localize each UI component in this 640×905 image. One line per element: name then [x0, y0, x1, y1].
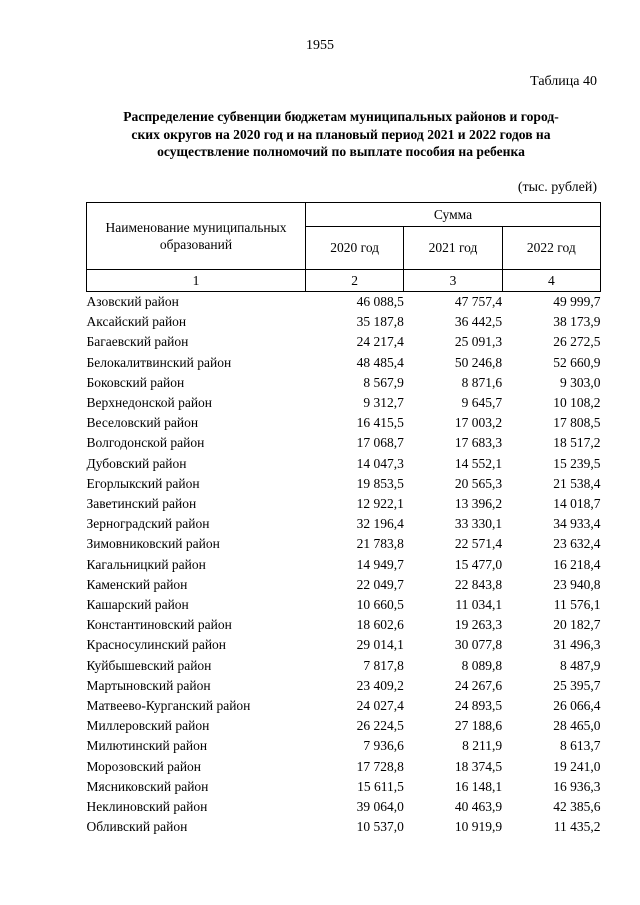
amount-2020: 14 047,3: [356, 455, 404, 471]
table-row: [87, 474, 601, 494]
amount-2020: 23 409,2: [356, 677, 404, 693]
amount-2021: 18 374,5: [454, 758, 503, 774]
column-header-year-2022: 2022 год: [502, 227, 600, 270]
municipality-name: Волгодонской район: [86, 435, 205, 451]
table-row: [87, 797, 601, 817]
subvention-table: [86, 202, 601, 837]
amount-2022: 42 385,6: [553, 799, 601, 815]
municipality-name: Мясниковский район: [86, 778, 209, 794]
amount-2021: 19 263,3: [454, 617, 503, 633]
amount-2022: 20 182,7: [553, 617, 601, 633]
table-row: [87, 514, 601, 534]
amount-2022: 23 940,8: [553, 576, 601, 592]
amount-2020: 17 068,7: [356, 435, 404, 451]
amount-2021: 33 330,1: [454, 516, 503, 532]
amount-2020: 14 949,7: [356, 556, 404, 572]
title-line: Распределение субвенции бюджетам муниципальных районов и город-: [123, 109, 559, 124]
table-row: [87, 353, 601, 373]
municipality-name: Обливский район: [86, 819, 188, 835]
amount-2021: 11 034,1: [455, 597, 503, 613]
municipality-name: Аксайский район: [86, 314, 187, 330]
amount-2022: 18 517,2: [553, 435, 601, 451]
amount-2022: 26 272,5: [553, 334, 601, 350]
municipality-name: Мартыновский район: [86, 677, 211, 693]
amount-2020: 22 049,7: [356, 576, 404, 592]
amount-2020: 9 312,7: [363, 395, 404, 411]
amount-2022: 10 108,2: [553, 395, 601, 411]
table-row: [87, 312, 601, 332]
amount-2021: 10 919,9: [454, 819, 503, 835]
amount-2021: 20 565,3: [454, 475, 503, 491]
amount-2021: 47 757,4: [454, 294, 503, 309]
amount-2020: 21 783,8: [356, 536, 404, 552]
amount-2021: 8 089,8: [461, 657, 503, 673]
amount-2022: 9 303,0: [560, 374, 601, 390]
amount-2022: 15 239,5: [553, 455, 601, 471]
table-row: [87, 696, 601, 716]
amount-2022: 11 435,2: [553, 819, 601, 835]
amount-2022: 25 395,7: [553, 677, 601, 693]
amount-2021: 14 552,1: [454, 455, 503, 471]
amount-2021: 40 463,9: [454, 799, 503, 815]
municipality-name: Миллеровский район: [86, 718, 210, 734]
table-row: [87, 676, 601, 696]
amount-2020: 29 014,1: [356, 637, 404, 653]
amount-2020: 35 187,8: [356, 314, 404, 330]
amount-2022: 52 660,9: [553, 354, 601, 370]
amount-2022: 49 999,7: [553, 294, 601, 309]
amount-2022: 23 632,4: [553, 536, 601, 552]
amount-2021: 16 148,1: [454, 778, 503, 794]
column-index: 2: [306, 270, 404, 292]
table-row: [87, 292, 601, 313]
municipality-name: Верхнедонской район: [86, 395, 213, 411]
municipality-name: Милютинский район: [86, 738, 208, 754]
document-title: [80, 108, 602, 161]
amount-2022: 8 613,7: [560, 738, 601, 754]
amount-2020: 16 415,5: [356, 415, 404, 431]
amount-2020: 46 088,5: [356, 294, 404, 309]
amount-2020: 19 853,5: [356, 475, 404, 491]
amount-2022: 19 241,0: [553, 758, 601, 774]
units-label: (тыс. рублей): [517, 180, 597, 195]
municipality-name: Зимовниковский район: [86, 536, 220, 552]
table-row: [87, 595, 601, 615]
table-row: [87, 454, 601, 474]
table-row: [87, 615, 601, 635]
amount-2021: 27 188,6: [454, 718, 503, 734]
amount-2021: 15 477,0: [454, 556, 503, 572]
amount-2020: 32 196,4: [356, 516, 404, 532]
municipality-name: Белокалитвинский район: [86, 354, 232, 370]
amount-2020: 15 611,5: [357, 778, 404, 794]
amount-2020: 10 537,0: [356, 819, 404, 835]
municipality-name: Матвеево-Курганский район: [86, 698, 251, 714]
table-row: [87, 393, 601, 413]
amount-2022: 16 218,4: [553, 556, 601, 572]
table-row: [87, 635, 601, 655]
amount-2021: 8 211,9: [462, 738, 503, 754]
amount-2020: 10 660,5: [356, 597, 404, 613]
amount-2021: 25 091,3: [454, 334, 503, 350]
column-index: 1: [87, 270, 306, 292]
municipality-name: Азовский район: [86, 294, 179, 309]
amount-2021: 22 571,4: [454, 536, 503, 552]
municipality-name: Заветинский район: [86, 496, 197, 512]
table-row: [87, 433, 601, 453]
page-number: 1955: [306, 38, 334, 53]
municipality-name: Красносулинский район: [86, 637, 227, 653]
table-row: [87, 757, 601, 777]
amount-2020: 7 936,6: [363, 738, 404, 754]
amount-2021: 22 843,8: [454, 576, 503, 592]
amount-2020: 8 567,9: [363, 374, 404, 390]
amount-2020: 12 922,1: [356, 496, 404, 512]
table-row: [87, 413, 601, 433]
table-row: [87, 656, 601, 676]
table-row: [87, 494, 601, 514]
municipality-name: Каменский район: [86, 576, 188, 592]
column-header-year-2021: 2021 год: [404, 227, 502, 270]
municipality-name: Морозовский район: [86, 758, 202, 774]
amount-2020: 24 217,4: [356, 334, 404, 350]
amount-2021: 8 871,6: [461, 374, 503, 390]
amount-2021: 36 442,5: [454, 314, 503, 330]
amount-2022: 34 933,4: [553, 516, 601, 532]
amount-2020: 17 728,8: [356, 758, 404, 774]
amount-2021: 30 077,8: [454, 637, 503, 653]
municipality-name: Багаевский район: [86, 334, 189, 350]
municipality-name: Константиновский район: [86, 617, 232, 633]
title-line: ских округов на 2020 год и на плановый период 2021 и 2022 годов на: [131, 126, 551, 142]
table-row: [87, 736, 601, 756]
table-body: [87, 292, 601, 838]
amount-2022: 11 576,1: [553, 597, 601, 613]
amount-2022: 28 465,0: [553, 718, 601, 734]
column-index: 4: [502, 270, 600, 292]
amount-2021: 9 645,7: [461, 395, 503, 411]
column-index: 3: [404, 270, 502, 292]
table-row: [87, 716, 601, 736]
municipality-name: Кагальницкий район: [86, 556, 206, 572]
municipality-name: Веселовский район: [86, 415, 199, 431]
table-number: Таблица 40: [530, 74, 597, 89]
table-row: [87, 555, 601, 575]
amount-2022: 38 173,9: [553, 314, 601, 330]
municipality-name: Боковский район: [86, 374, 185, 390]
municipality-name: Зерноградский район: [86, 516, 210, 532]
amount-2020: 48 485,4: [356, 354, 404, 370]
table-header: [87, 203, 601, 292]
amount-2021: 17 683,3: [454, 435, 503, 451]
table-row: [87, 575, 601, 595]
amount-2022: 31 496,3: [553, 637, 601, 653]
amount-2021: 24 893,5: [454, 698, 503, 714]
table-row: [87, 373, 601, 393]
table-row: [87, 332, 601, 352]
amount-2022: 14 018,7: [553, 496, 601, 512]
amount-2021: 50 246,8: [454, 354, 503, 370]
table-row: [87, 777, 601, 797]
amount-2021: 13 396,2: [454, 496, 503, 512]
title-line: осуществление полномочий по выплате пособия на ребенка: [157, 144, 525, 159]
amount-2022: 8 487,9: [560, 657, 601, 673]
amount-2022: 26 066,4: [553, 698, 601, 714]
amount-2020: 39 064,0: [356, 799, 404, 815]
amount-2020: 26 224,5: [356, 718, 404, 734]
column-header-sum: Сумма: [306, 203, 601, 227]
amount-2021: 24 267,6: [454, 677, 503, 693]
amount-2020: 24 027,4: [356, 698, 404, 714]
table-row: [87, 817, 601, 837]
amount-2022: 16 936,3: [553, 778, 601, 794]
amount-2021: 17 003,2: [454, 415, 503, 431]
amount-2022: 21 538,4: [553, 475, 601, 491]
column-header-name: Наименование муниципальных образований: [87, 203, 306, 270]
column-header-year-2020: 2020 год: [306, 227, 404, 270]
municipality-name: Егорлыкский район: [86, 475, 200, 491]
amount-2020: 7 817,8: [363, 657, 404, 673]
municipality-name: Кашарский район: [86, 597, 189, 613]
amount-2022: 17 808,5: [553, 415, 601, 431]
municipality-name: Куйбышевский район: [86, 657, 212, 673]
table-row: [87, 534, 601, 554]
municipality-name: Неклиновский район: [86, 799, 208, 815]
municipality-name: Дубовский район: [86, 455, 187, 471]
amount-2020: 18 602,6: [356, 617, 404, 633]
